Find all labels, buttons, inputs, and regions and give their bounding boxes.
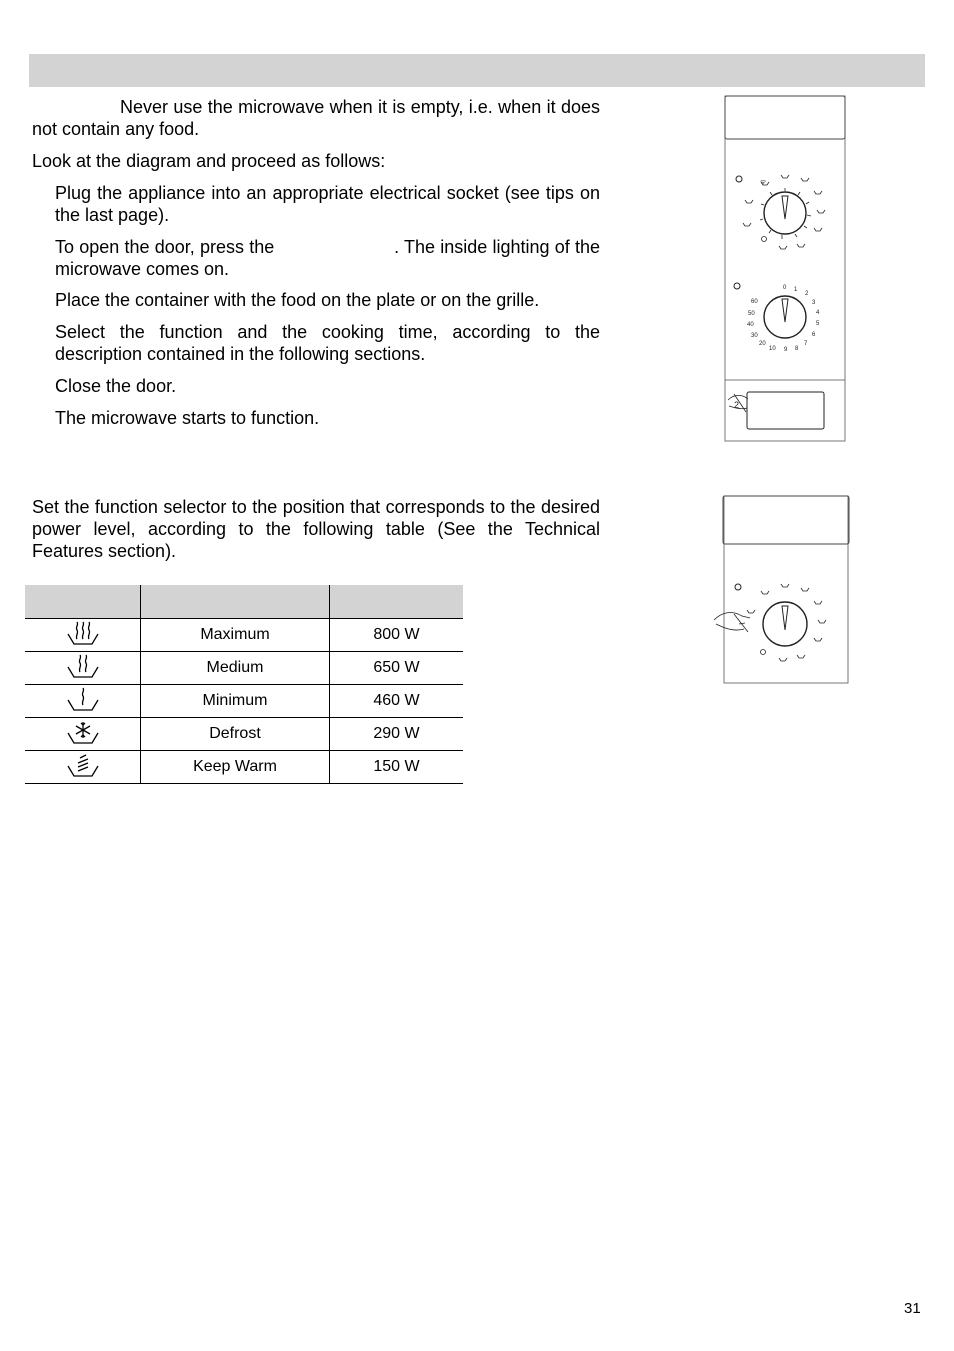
control-panel-diagram: [720, 92, 852, 446]
table-cell-level: Keep Warm: [141, 751, 330, 784]
timer-label: 9: [784, 347, 788, 353]
header-cell-power: [330, 585, 464, 619]
timer-label: 40: [747, 322, 754, 328]
page-number: 31: [904, 1300, 921, 1317]
keep-warm-icon: [65, 752, 101, 778]
timer-label: 60: [751, 299, 758, 305]
table-cell-icon: [25, 718, 141, 751]
minimum-power-icon: [65, 686, 101, 712]
timer-label: 0: [783, 285, 787, 291]
table-cell-icon: [25, 685, 141, 718]
table-cell-level: Medium: [141, 652, 330, 685]
table-row: [25, 685, 463, 718]
table-cell-icon: [25, 652, 141, 685]
svg-text:ᯤ: ᯤ: [760, 179, 767, 186]
table-row: [25, 619, 463, 652]
table-cell-power: 800 W: [330, 619, 464, 652]
warning-paragraph: Never use the microwave when it is empty, i.e. when it does not contain any food.: [32, 97, 600, 139]
timer-label: 10: [769, 346, 776, 352]
timer-label: 50: [748, 311, 755, 317]
table-cell-level: Minimum: [141, 685, 330, 718]
step-4: Select the function and the cooking time, according to the description contained in the following sections.: [55, 322, 600, 364]
table-header-row: [25, 585, 463, 619]
timer-label: 20: [759, 341, 766, 347]
table-row: [25, 751, 463, 784]
button-label: 2: [734, 400, 740, 410]
timer-label: 30: [751, 333, 758, 339]
table-row: [25, 652, 463, 685]
table-cell-power: 290 W: [330, 718, 464, 751]
function-selector-dial: [736, 175, 825, 249]
timer-dial: [734, 283, 820, 353]
maximum-power-icon: [65, 620, 101, 646]
power-paragraph: Set the function selector to the position that corresponds to the desired power level, according to the following table (See the Technical Features section).: [32, 497, 600, 561]
door-open-button: [728, 392, 824, 429]
timer-label: 6: [812, 332, 816, 338]
table-cell-power: 650 W: [330, 652, 464, 685]
table-cell-level: Maximum: [141, 619, 330, 652]
table-cell-power: 150 W: [330, 751, 464, 784]
section-header-bar: [29, 54, 925, 87]
table-cell-icon: [25, 751, 141, 784]
step-2: To open the door, press the . The inside lighting of the microwave comes on.: [55, 237, 606, 279]
defrost-icon: [65, 719, 101, 745]
timer-label: 4: [816, 310, 820, 316]
power-level-table: [25, 585, 463, 784]
function-selector-diagram: [712, 492, 856, 688]
lead-paragraph: Look at the diagram and proceed as follows:: [32, 151, 386, 171]
table-cell-level: Defrost: [141, 718, 330, 751]
pointing-hand-icon: [714, 613, 750, 632]
header-cell-level: [141, 585, 330, 619]
table-cell-power: 460 W: [330, 685, 464, 718]
step-3: Place the container with the food on the plate or on the grille.: [55, 290, 540, 310]
medium-power-icon: [65, 653, 101, 679]
timer-label: 1: [794, 287, 798, 293]
table-cell-icon: [25, 619, 141, 652]
timer-label: 8: [795, 346, 799, 352]
timer-label: 3: [812, 300, 816, 306]
step-1: Plug the appliance into an appropriate electrical socket (see tips on the last page).: [55, 183, 600, 225]
timer-label: 5: [816, 321, 820, 327]
timer-label: 7: [804, 341, 808, 347]
table-row: [25, 718, 463, 751]
step-6: The microwave starts to function.: [55, 408, 320, 428]
step-5: Close the door.: [55, 376, 177, 396]
timer-label: 2: [805, 291, 809, 297]
header-cell-symbol: [25, 585, 141, 619]
